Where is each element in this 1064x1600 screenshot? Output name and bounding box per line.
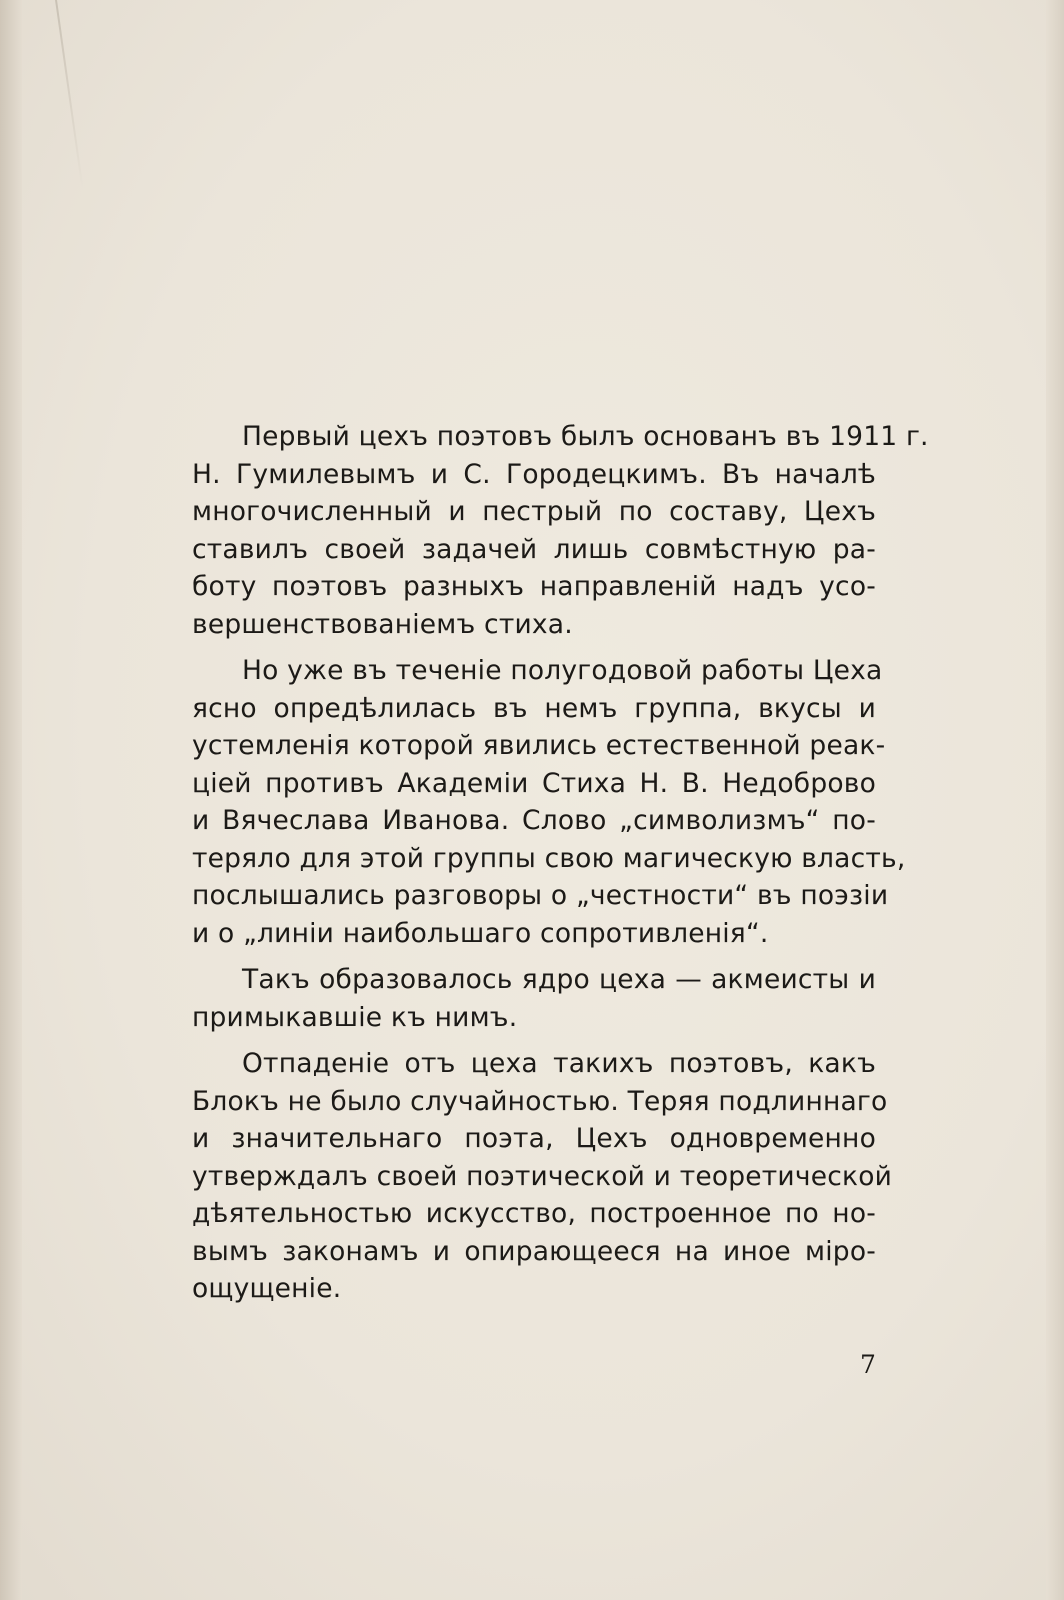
text-line: Блокъ не было случайностью. Теряя подлиннаго (192, 1085, 888, 1117)
page-edge (1046, 0, 1064, 1600)
body-text (192, 418, 929, 1317)
text-line: Такъ образовалось ядро цеха — акмеисты и (242, 964, 876, 995)
text-line: Н. Гумилевымъ и С. Городецкимъ. Въ началѣ (192, 458, 876, 490)
text-line: боту поэтовъ разныхъ направленій надъ усо- (192, 571, 876, 602)
paper-crease (55, 0, 83, 188)
text-line: устемленія которой явились естественной реак- (192, 730, 886, 761)
text-line: Отпаденіе отъ цеха такихъ поэтовъ, какъ (242, 1048, 876, 1079)
text-line: и Вячеслава Иванова. Слово „символизмъ“ по- (192, 805, 876, 836)
paragraph-3 (192, 961, 876, 1036)
text-line: утверждалъ своей поэтической и теоретической (192, 1160, 893, 1192)
text-line: Первый цехъ поэтовъ былъ основанъ въ 1911 г. (242, 421, 929, 452)
text-line: ціей противъ Академіи Стиха Н. В. Недоброво (192, 767, 876, 799)
text-line: послышались разговоры о „честности“ въ поэзіи (192, 880, 889, 911)
paragraph-2 (192, 652, 906, 952)
page-number: 7 (860, 1350, 876, 1379)
text-line: дѣятельностью искусство, построенное по но- (192, 1198, 876, 1229)
text-line: Но уже въ теченіе полугодовой работы Цеха (242, 655, 883, 686)
text-line: вершенствованіемъ стиха. (192, 608, 573, 640)
text-line: и значительнаго поэта, Цехъ одновременно (192, 1123, 876, 1154)
paragraph-1 (192, 418, 929, 643)
text-line: и о „линіи наибольшаго сопротивленія“. (192, 917, 769, 949)
text-line: многочисленный и пестрый по составу, Цехъ (192, 496, 876, 527)
paragraph-4 (192, 1045, 893, 1308)
text-line: ощущеніе. (192, 1273, 342, 1304)
text-line: вымъ законамъ и опирающееся на иное міро- (192, 1235, 876, 1267)
text-line: ясно опредѣлилась въ немъ группа, вкусы и (192, 692, 876, 724)
spine-shadow (0, 0, 22, 1600)
text-line: ставилъ своей задачей лишь совмѣстную ра- (192, 533, 876, 565)
text-line: примыкавшіе къ нимъ. (192, 1001, 518, 1033)
text-line: теряло для этой группы свою магическую власть, (192, 842, 906, 874)
